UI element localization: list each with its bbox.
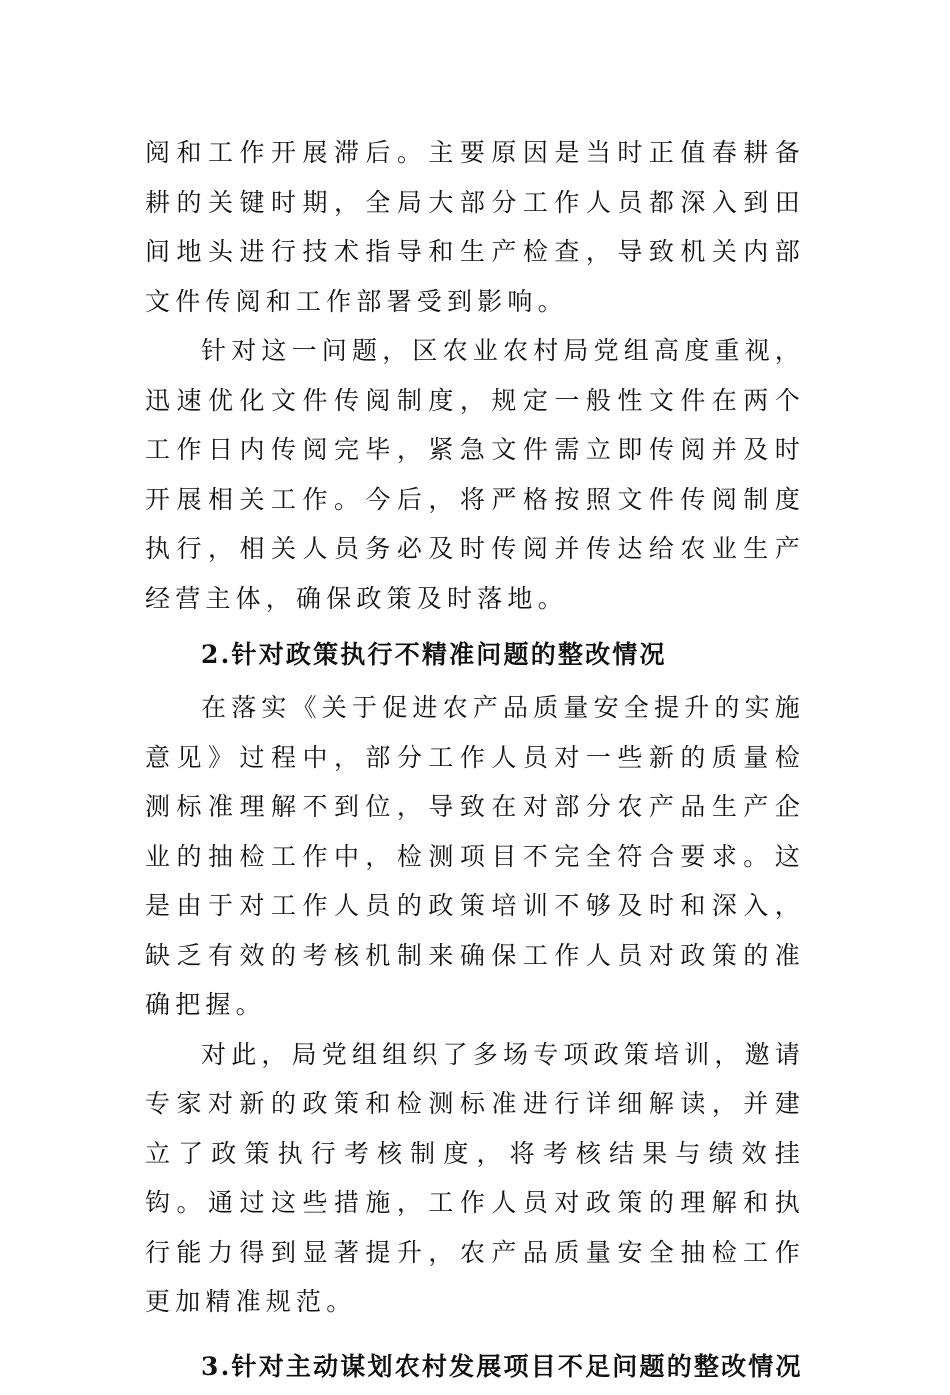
document-page bbox=[145, 128, 805, 1395]
paragraph-continued: 阅和工作开展滞后。主要原因是当时正值春耕备耕的关键时期，全局大部分工作人员都深入到田间地头进行技术指导和生产检查，导致机关内部文件传阅和工作部署受到影响。 bbox=[145, 138, 805, 316]
section-heading-2: 2.针对政策执行不精准问题的整改情况 bbox=[201, 640, 667, 669]
paragraph-policy-training-fix: 对此，局党组组织了多场专项政策培训，邀请专家对新的政策和检测标准进行详细解读，并建立了政策执行考核制度，将考核结果与绩效挂钩。通过这些措施，工作人员对政策的理解和执行能力得到显著提升，农产品质量安全抽检工作更加精准规范。 bbox=[145, 1039, 806, 1316]
paragraph-file-circulation-fix: 针对这一问题，区农业农村局党组高度重视，迅速优化文件传阅制度，规定一般性文件在两个工作日内传阅完毕，紧急文件需立即传阅并及时开展相关工作。今后，将严格按照文件传阅制度执行，相关人员务必及时传阅并传达给农业生产经营主体，确保政策及时落地。 bbox=[145, 336, 806, 613]
paragraph-policy-execution-issue: 在落实《关于促进农产品质量安全提升的实施意见》过程中，部分工作人员对一些新的质量检测标准理解不到位，导致在对部分农产品生产企业的抽检工作中，检测项目不完全符合要求。这是由于对工作人员的政策培训不够及时和深入，缺乏有效的考核机制来确保工作人员对政策的准确把握。 bbox=[145, 693, 806, 1019]
section-heading-3: 3.针对主动谋划农村发展项目不足问题的整改情况 bbox=[201, 1351, 803, 1381]
